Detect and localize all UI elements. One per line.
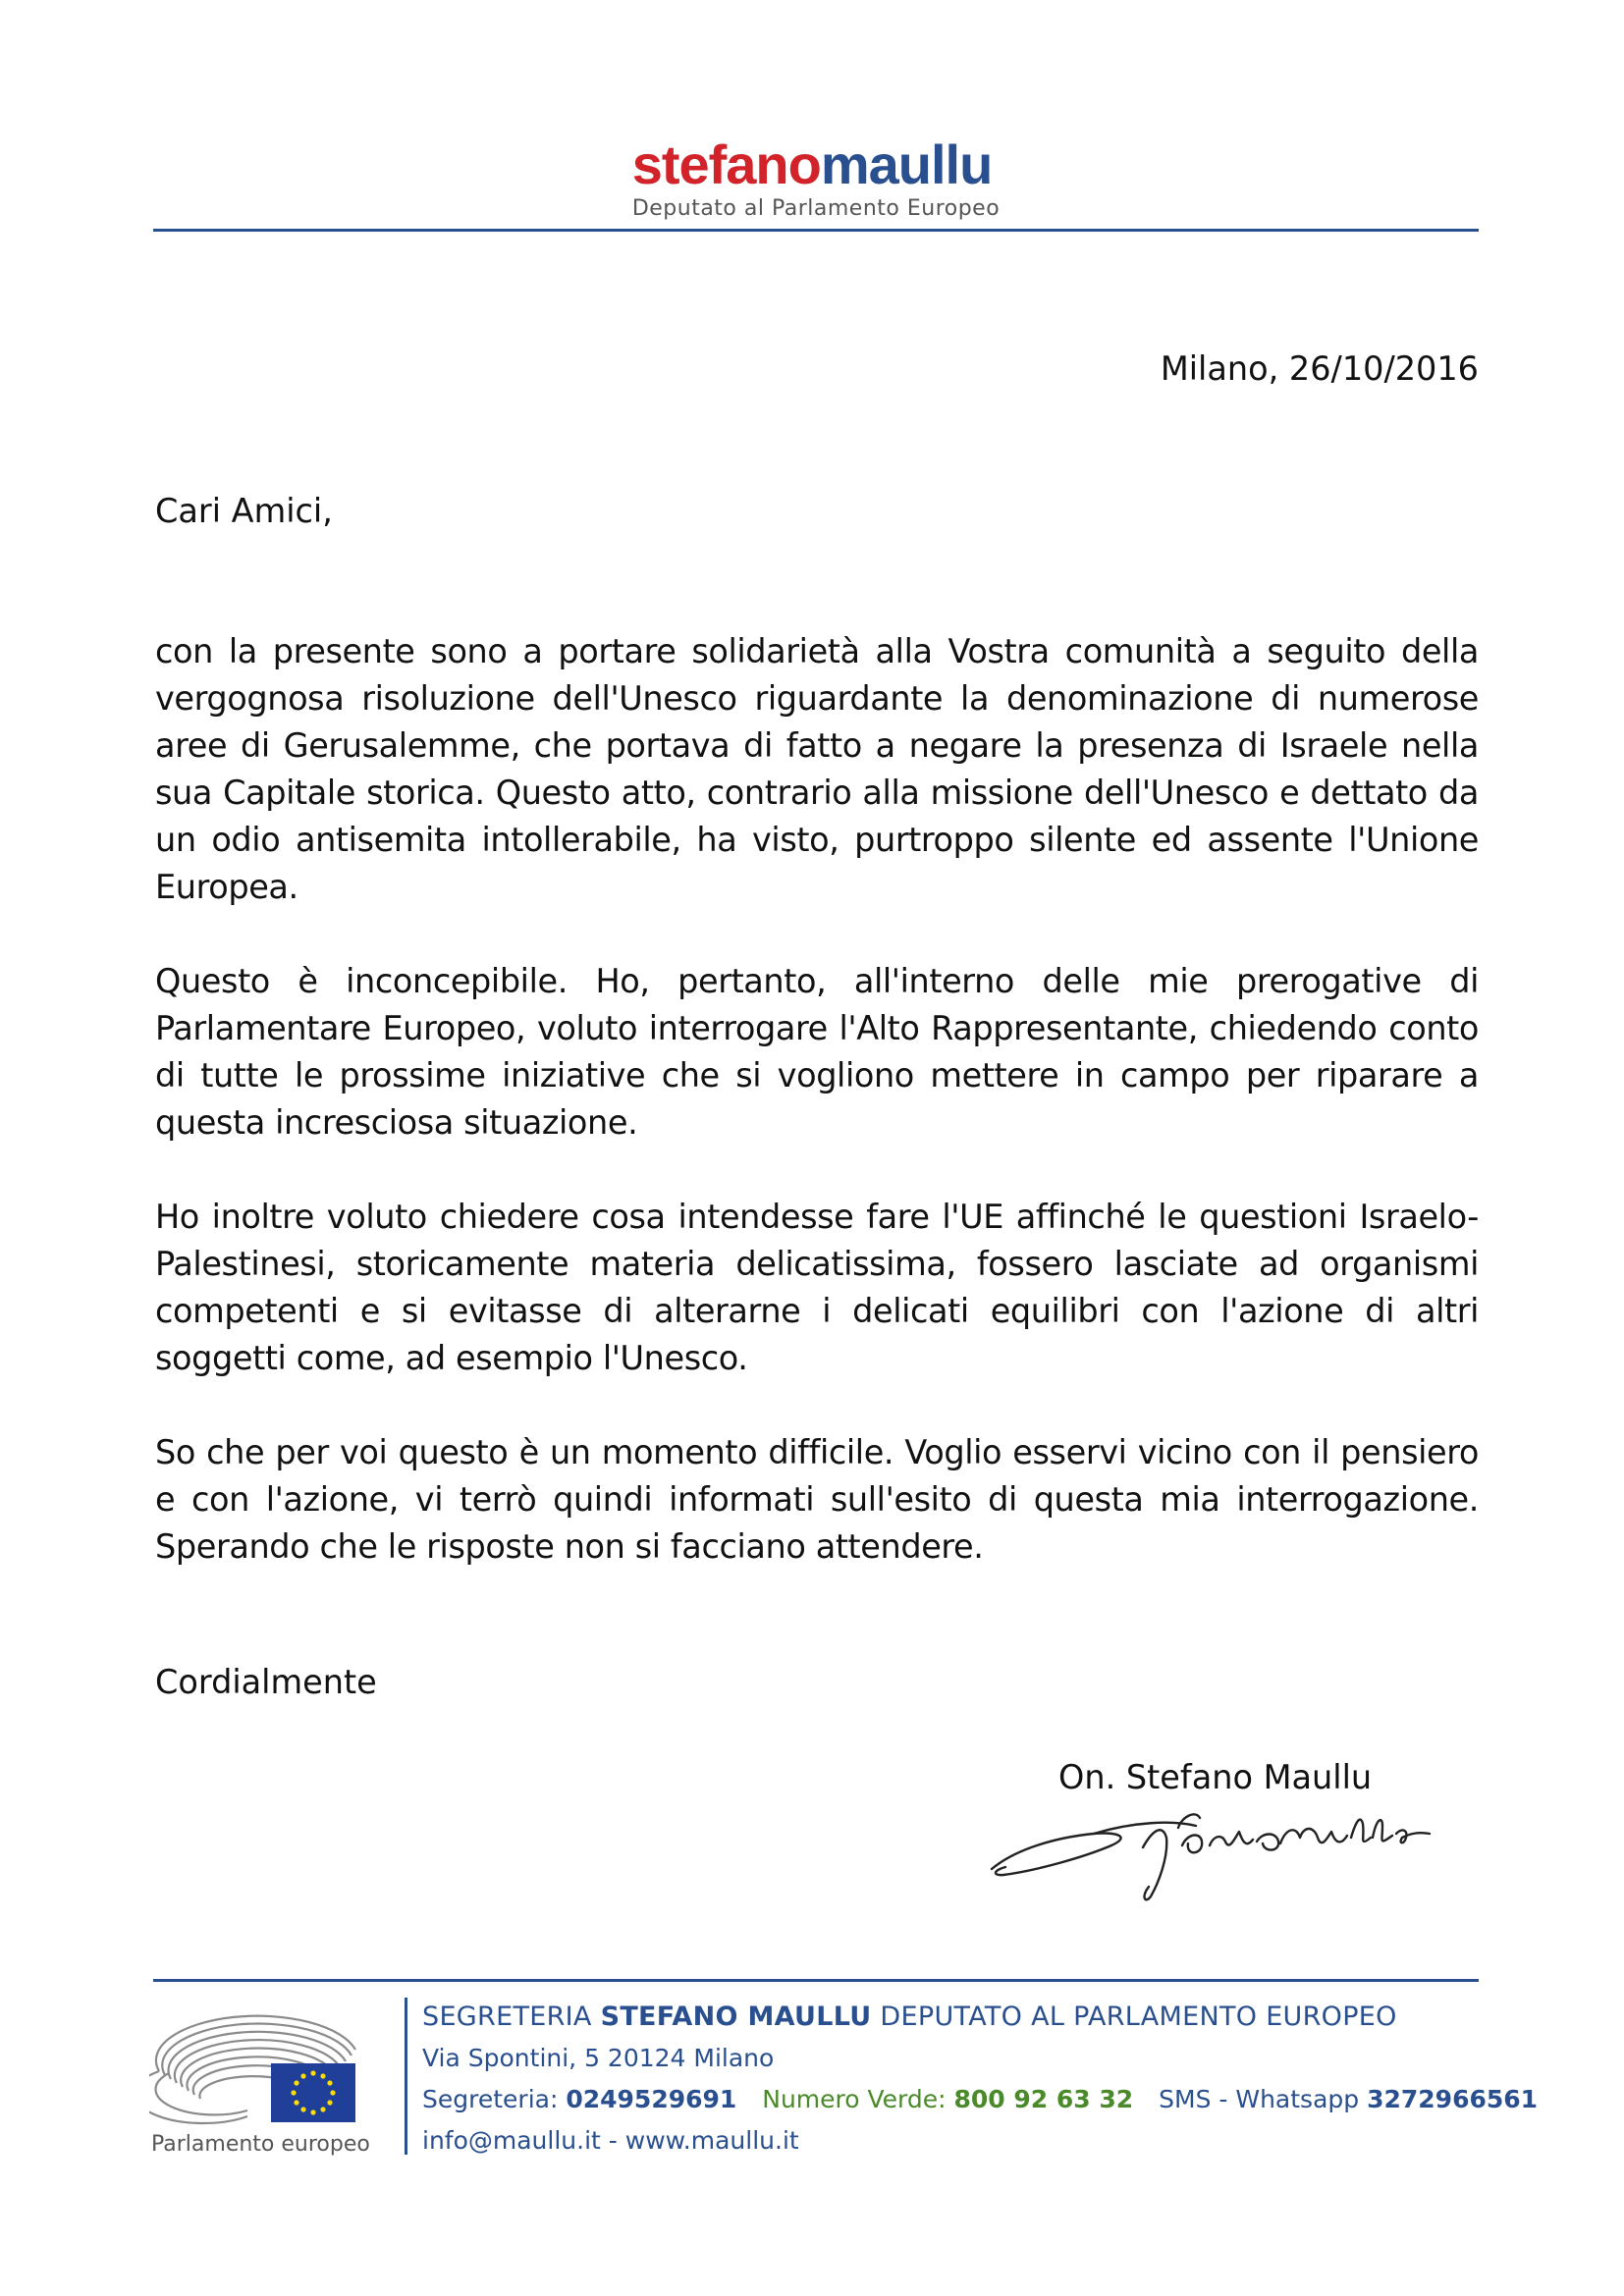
sms-number: 3272966561 bbox=[1367, 2085, 1539, 2113]
sms-label: SMS - Whatsapp bbox=[1159, 2085, 1360, 2113]
title-prefix: SEGRETERIA bbox=[422, 2002, 592, 2032]
salutation: Cari Amici, bbox=[155, 492, 333, 530]
signatory-name: On. Stefano Maullu bbox=[1058, 1758, 1373, 1796]
paragraph: Questo è inconcepibile. Ho, pertanto, all'interno delle mie prerogative di Parlamentare Europeo, voluto interrogare l'Alto Rappresentante, chiedendo conto di tutte le prossime iniziative che si vogliono mettere in campo per riparare a questa incresciosa situazione. bbox=[155, 962, 1479, 1142]
logo-name bbox=[0, 135, 1624, 194]
paragraph: Ho inoltre voluto chiedere cosa intendesse fare l'UE affinché le questioni Israelo-Palestinesi, storicamente materia delicatissima, fossero lasciate ad organismi competenti e si evitasse di alterarne i delicati equilibri con l'azione di altri soggetti come, ad esempio l'Unesco. bbox=[155, 1198, 1479, 1377]
logo-last-name: maullu bbox=[820, 133, 993, 195]
handwritten-signature bbox=[986, 1798, 1437, 1906]
contact-block bbox=[422, 1997, 1538, 2162]
email-web: info@maullu.it - www.maullu.it bbox=[422, 2126, 799, 2155]
header-divider bbox=[153, 229, 1479, 232]
eu-flag-icon bbox=[271, 2063, 355, 2122]
logo-subtitle: Deputato al Parlamento Europeo bbox=[631, 196, 1001, 221]
toll-free-number: 800 92 63 32 bbox=[953, 2085, 1134, 2113]
phone-line bbox=[422, 2079, 1538, 2120]
closing: Cordialmente bbox=[155, 1663, 377, 1701]
paragraph: con la presente sono a portare solidarietà alla Vostra comunità a seguito della vergognosa risoluzione dell'Unesco riguardante la denominazione di numerose aree di Gerusalemme, che portava di fatto a negare la presenza di Israele nella sua Capitale storica. Questo atto, contrario alla missione dell'Unesco e dettato da un odio antisemita intollerabile, ha visto, purtroppo silente ed assente l'Unione Europea. bbox=[155, 632, 1479, 906]
footer-divider bbox=[153, 1979, 1479, 1982]
european-parliament-logo bbox=[149, 2002, 375, 2130]
secretariat-title bbox=[422, 1997, 1538, 2038]
secretary-number: 0249529691 bbox=[566, 2085, 737, 2113]
logo-first-name: stefano bbox=[631, 133, 821, 195]
toll-free-label: Numero Verde: bbox=[762, 2085, 947, 2113]
footer-vertical-divider bbox=[405, 1998, 407, 2155]
letter-body bbox=[155, 628, 1479, 1618]
paragraph: So che per voi questo è un momento difficile. Voglio esservi vicino con il pensiero e con l'azione, vi terrò quindi informati sull'esito di questa mia interrogazione. Sperando che le risposte non si facciano attendere. bbox=[155, 1433, 1479, 1566]
address: Via Spontini, 5 20124 Milano bbox=[422, 2044, 775, 2072]
title-name: STEFANO MAULLU bbox=[600, 2002, 872, 2032]
ep-caption: Parlamento europeo bbox=[151, 2132, 370, 2157]
letter-date: Milano, 26/10/2016 bbox=[1160, 349, 1479, 388]
title-suffix: DEPUTATO AL PARLAMENTO EUROPEO bbox=[880, 2002, 1397, 2032]
letterhead-logo bbox=[0, 135, 1624, 221]
secretary-label: Segreteria: bbox=[422, 2085, 559, 2113]
